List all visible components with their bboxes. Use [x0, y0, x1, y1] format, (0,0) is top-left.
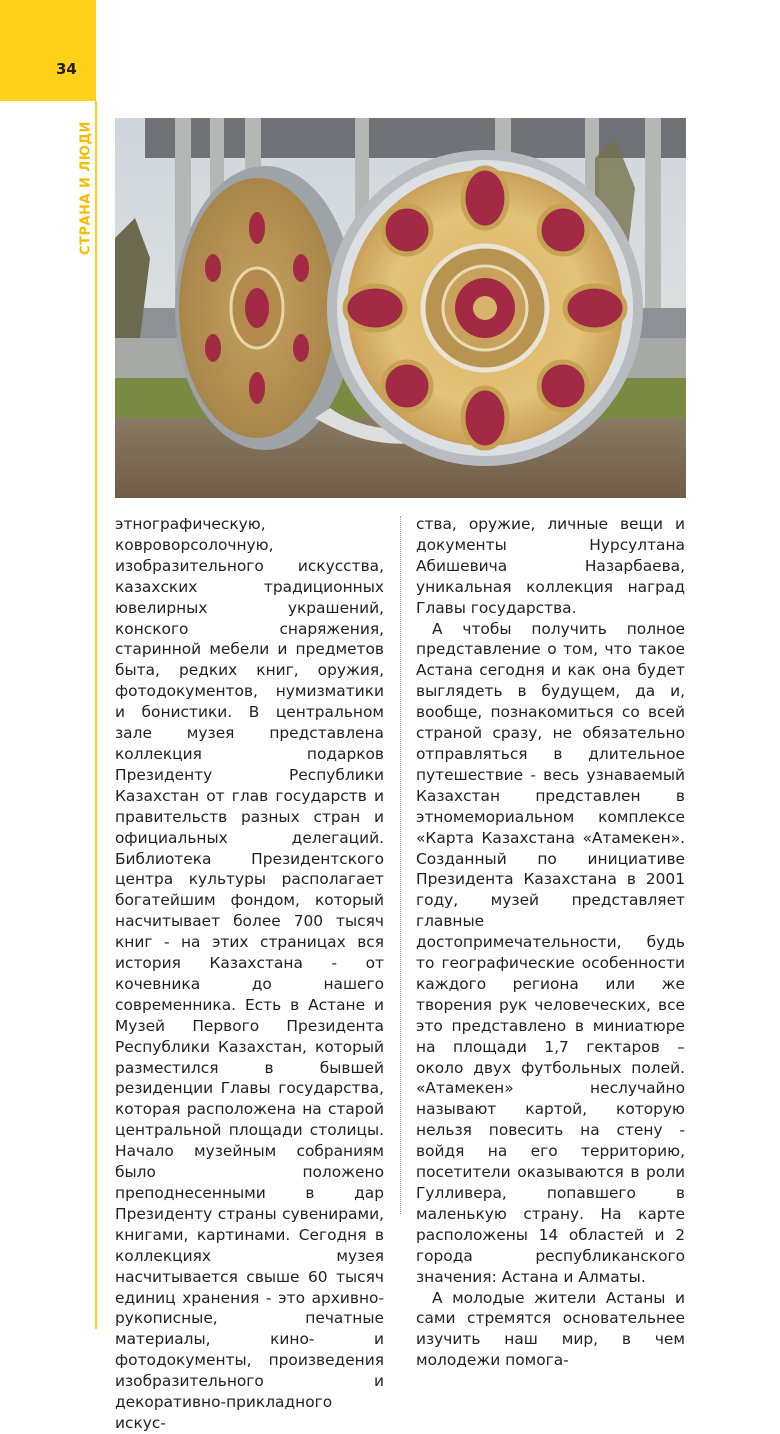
column-divider — [400, 516, 401, 1214]
monument-photo — [115, 118, 686, 498]
text-column-left — [115, 514, 384, 1434]
page-corner-tab — [0, 0, 96, 101]
paragraph: ства, оружие, личные вещи и документы Нурсултана Абишевича Назарбаева, уникальная коллекция наград Главы государства. — [416, 515, 685, 617]
paragraph: А чтобы получить полное представление о том, что такое Астана сегодня и как она будет выглядеть в будущем, да и, вообще, познакомиться со всей страной сразу, не обязательно отправляться в длительное путешествие - весь узнаваемый Казахстан представлен в этномемориальном комплексе «Карта Казахстана «Атамекен». Созданный по инициативе Президента Казахстана в 2001 году, музей представляет главные достопримечательности, будь то географические особенности каждого региона или же творения рук человеческих, все это представлено в миниатюре на площади 1,7 гектаров – около двух футбольных полей. «Атамекен» неслучайно называют картой, которую нельзя повесить на стену - войдя на его территорию, посетители оказываются в роли Гулливера, попавшего в маленькую страну. На карте расположены 14 областей и 2 города республиканского значения: Астана и Алматы. — [416, 619, 685, 1286]
section-label-text: СТРАНА И ЛЮДИ — [78, 121, 94, 255]
paragraph: А молодые жители Астаны и сами стремятся основательнее изучить наш мир, в чем молодежи помога- — [416, 1288, 685, 1370]
paragraph: этнографическую, ковроворсолочную, изобразительного искусства, казахских традиционных ювелирных украшений, конского снаряжения, старинной мебели и предметов быта, редких книг, оружия, фотодокументов, нумизматики и бонистики. В центральном зале музея представлена коллекция подарков Президенту Республики Казахстан от глав государств и правительств разных стран и официальных делегаций. Библиотека Президентского центра культуры располагает богатейшим фондом, который насчитывает более 700 тысяч книг - на этих страницах вся история Казахстана - от кочевника до нашего современника. Есть в Астане и Музей Первого Президента Республики Казахстан, который разместился в бывшей резиденции Главы государства, которая расположена на старой центральной площади столицы. Начало музейным собраниям было положено преподнесенными в дар Президенту страны сувенирами, книгами, картинами. Сегодня в коллекциях музея насчитывается свыше 60 тысяч единиц хранения - это архивно-рукописные, печатные материалы, кино- и фотодокументы, произведения изобразительного и декоративно-прикладного искус- — [115, 515, 384, 1432]
text-column-right — [416, 514, 685, 1371]
page-number: 34 — [56, 60, 77, 78]
margin-rule — [95, 101, 97, 1329]
section-label — [75, 118, 97, 258]
